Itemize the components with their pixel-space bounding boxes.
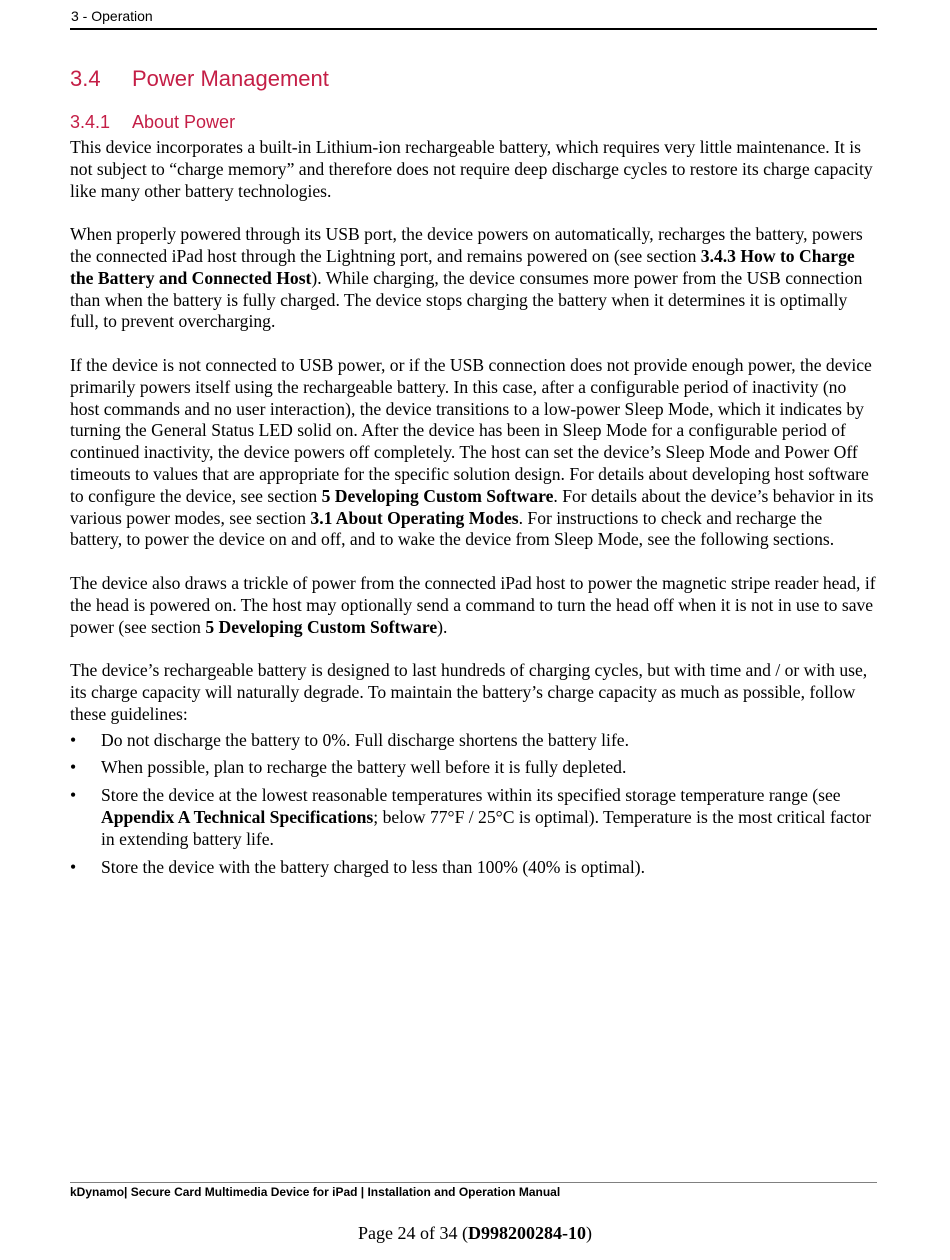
page-header bbox=[70, 6, 877, 30]
paragraph-text: ). bbox=[437, 616, 448, 637]
page-footer bbox=[70, 1182, 877, 1199]
paragraph-trickle-power bbox=[70, 573, 878, 638]
page-number-suffix: ) bbox=[585, 1223, 592, 1243]
bullet-marker: • bbox=[70, 856, 77, 877]
list-item-text: Do not discharge the battery to 0%. Full discharge shortens the battery life. bbox=[101, 729, 630, 750]
section-title: Power Management bbox=[132, 66, 329, 91]
paragraph-text: When properly powered through its USB port, the device powers on automatically, recharges the battery, powers the connected iPad host through the Lightning port, and remains powered on (see section bbox=[70, 224, 863, 266]
section-reference: 5 Developing Custom Software bbox=[205, 616, 438, 637]
page-number bbox=[0, 1223, 950, 1244]
header-section-label: 3 - Operation bbox=[71, 8, 153, 24]
list-item bbox=[70, 730, 878, 752]
document-number: D998200284-10 bbox=[467, 1223, 586, 1243]
section-reference: 3.4.3 How to Charge the Battery and Connected Host bbox=[70, 245, 855, 288]
paragraph-guidelines-intro bbox=[70, 660, 878, 725]
paragraph-battery-power bbox=[70, 355, 878, 551]
document-body bbox=[70, 137, 878, 884]
paragraph-usb-power bbox=[70, 224, 878, 333]
paragraph-text: The device’s rechargeable battery is designed to last hundreds of charging cycles, but with time and / or with use, its charge capacity will naturally degrade. To maintain the battery’s charge capacity as much as possible, follow these guidelines: bbox=[70, 660, 868, 724]
bullet-marker: • bbox=[70, 785, 77, 806]
section-reference: 3.1 About Operating Modes bbox=[310, 507, 519, 528]
bullet-marker: • bbox=[70, 757, 77, 778]
list-item-text: When possible, plan to recharge the battery well before it is fully depleted. bbox=[101, 757, 627, 778]
section-heading bbox=[70, 66, 329, 92]
paragraph-battery-intro bbox=[70, 137, 878, 202]
list-item-text: Store the device at the lowest reasonable temperatures within its specified storage temperature range (see bbox=[101, 785, 841, 806]
section-reference: 5 Developing Custom Software bbox=[321, 485, 554, 506]
paragraph-text: If the device is not connected to USB power, or if the USB connection does not provide enough power, the device primarily powers itself using the rechargeable battery. In this case, after a configurable period of inactivity (no host commands and no user interaction), the device transitions to a low-power Sleep Mode, which it indicates by turning the General Status LED solid on. After the device has been in Sleep Mode for a configurable period of continued inactivity, the device powers off completely. The host can set the device’s Sleep Mode and Power Off timeouts to values that are appropriate for the specific solution design. For details about developing host software to configure the device, see section bbox=[70, 354, 872, 506]
subsection-title: About Power bbox=[132, 112, 236, 132]
list-item bbox=[70, 785, 878, 850]
page-number-prefix: Page 24 of 34 ( bbox=[358, 1223, 468, 1243]
bullet-marker: • bbox=[70, 729, 77, 750]
paragraph-text: . For instructions to check and recharge the battery, to power the device on and off, and to wake the device from Sleep Mode, see the following sections. bbox=[70, 507, 835, 550]
list-item bbox=[70, 857, 878, 879]
section-reference: Appendix A Technical Specifications bbox=[101, 806, 374, 827]
guidelines-list bbox=[70, 730, 878, 879]
paragraph-text: This device incorporates a built-in Lithium-ion rechargeable battery, which requires very little maintenance. It is not subject to “charge memory” and therefore does not require deep discharge cycles to restore its charge capacity like many other battery technologies. bbox=[70, 137, 873, 201]
subsection-number: 3.4.1 bbox=[70, 112, 111, 132]
paragraph-text: The device also draws a trickle of power from the connected iPad host to power the magnetic stripe reader head, if the head is powered on. The host may optionally send a command to turn the head off when it is not in use to save power (see section bbox=[70, 572, 876, 637]
section-number: 3.4 bbox=[70, 66, 101, 91]
list-item bbox=[70, 757, 878, 779]
list-item-text: Store the device with the battery charged to less than 100% (40% is optimal). bbox=[101, 856, 645, 877]
list-item-text: ; below 77°F / 25°C is optimal). Temperature is the most critical factor in extending battery life. bbox=[101, 806, 871, 849]
footer-manual-title: kDynamo| Secure Card Multimedia Device for iPad | Installation and Operation Manual bbox=[70, 1185, 561, 1199]
subsection-heading bbox=[70, 112, 235, 133]
paragraph-text: . For details about the device’s behavior in its various power modes, see section bbox=[70, 485, 874, 528]
paragraph-text: ). While charging, the device consumes more power from the USB connection than when the battery is fully charged. The device stops charging the battery when it determines it is optimally full, to prevent overcharging. bbox=[70, 267, 863, 332]
